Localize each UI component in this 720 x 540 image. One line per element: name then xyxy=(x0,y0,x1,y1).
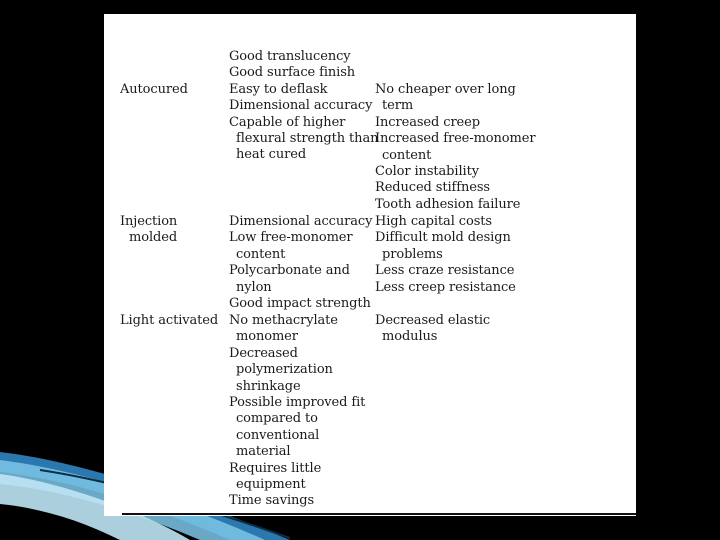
advantage-line: flexural strength than xyxy=(236,131,379,147)
advantage-line: nylon xyxy=(236,279,272,295)
advantage-line: Requires little xyxy=(229,460,322,476)
category-line: Autocured xyxy=(120,82,188,97)
disadvantage-line: content xyxy=(382,147,432,163)
disadvantage-line: Increased creep xyxy=(375,114,480,130)
disadvantage-line: problems xyxy=(382,246,443,262)
advantage-line: Good translucency xyxy=(229,49,351,64)
disadvantage-line: Tooth adhesion failure xyxy=(375,196,521,212)
row-injection-disadvantages xyxy=(375,214,516,296)
advantage-line: shrinkage xyxy=(236,378,301,394)
disadvantage-line: Reduced stiffness xyxy=(375,180,490,196)
advantage-line: Possible improved fit xyxy=(229,395,366,411)
disadvantage-line: Decreased elastic xyxy=(375,313,491,328)
advantage-line: Decreased xyxy=(229,345,298,361)
advantage-line: polymerization xyxy=(236,362,333,378)
category-line: Light activated xyxy=(120,313,219,328)
advantage-line: No methacrylate xyxy=(229,313,338,328)
row-injection-category xyxy=(120,214,177,247)
disadvantage-line: modulus xyxy=(382,329,438,345)
row-light-category xyxy=(120,313,218,329)
advantage-line: Good impact strength xyxy=(229,296,371,312)
disadvantage-line: Less craze resistance xyxy=(375,263,515,279)
row-injection-advantages xyxy=(229,214,372,312)
advantage-line: monomer xyxy=(236,329,298,345)
row-light-advantages xyxy=(229,313,365,510)
row-autocured-advantages xyxy=(229,49,378,164)
advantage-line: content xyxy=(236,246,286,262)
category-line: molded xyxy=(129,230,178,246)
advantage-line: compared to xyxy=(236,411,318,427)
category-line: Injection xyxy=(120,214,178,229)
advantage-line: Time savings xyxy=(229,493,315,509)
row-light-disadvantages xyxy=(375,313,490,346)
disadvantage-line: Less creep resistance xyxy=(375,279,516,295)
table-bottom-rule xyxy=(122,513,636,515)
advantage-line: material xyxy=(236,444,291,460)
row-autocured-disadvantages xyxy=(375,82,535,213)
disadvantage-line: Difficult mold design xyxy=(375,230,511,246)
advantage-line: heat cured xyxy=(236,147,307,163)
advantage-line: Capable of higher xyxy=(229,114,346,130)
advantage-line: Dimensional accuracy xyxy=(229,214,373,229)
advantage-line: Good surface finish xyxy=(229,65,356,81)
advantage-line: Polycarbonate and xyxy=(229,263,350,279)
advantage-line: conventional xyxy=(236,427,320,443)
disadvantage-line: High capital costs xyxy=(375,214,492,229)
row-autocured-category xyxy=(120,82,188,98)
advantage-line: Easy to deflask xyxy=(229,81,328,97)
advantage-line: Dimensional accuracy xyxy=(229,98,373,114)
disadvantage-line: Color instability xyxy=(375,164,479,180)
disadvantage-line: Increased free-monomer xyxy=(375,131,536,147)
disadvantage-line: No cheaper over long xyxy=(375,82,516,97)
advantage-line: Low free-monomer xyxy=(229,230,353,246)
advantage-line: equipment xyxy=(236,477,306,493)
disadvantage-line: term xyxy=(382,98,414,114)
